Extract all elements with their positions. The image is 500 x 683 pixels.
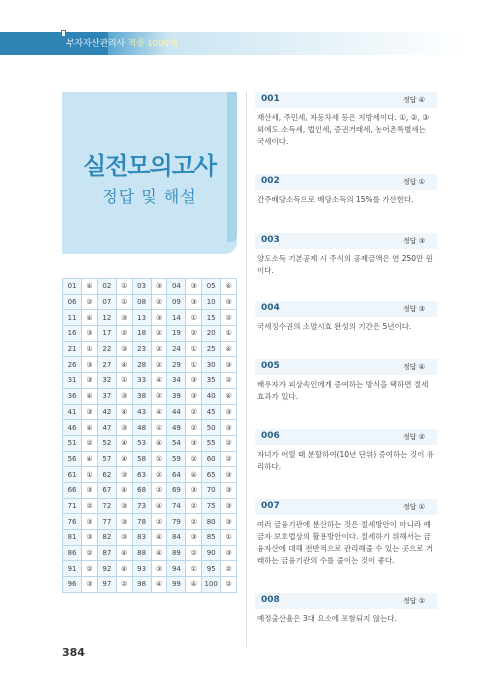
- answer-mark-cell: ③: [116, 341, 132, 357]
- answer-mark-cell: ④: [151, 498, 167, 514]
- answer-mark-cell: ②: [186, 404, 202, 420]
- question-header: [255, 92, 437, 108]
- answer-row: [63, 451, 237, 467]
- question-number-cell: 83: [132, 530, 151, 546]
- answer-row: [63, 577, 237, 593]
- question-number: 004: [261, 303, 280, 313]
- answer-mark-cell: ③: [221, 545, 237, 561]
- question-number: 008: [261, 595, 280, 605]
- answer-mark-cell: ③: [186, 530, 202, 546]
- question-block-005: [255, 359, 437, 403]
- answer-mark-cell: ③: [221, 498, 237, 514]
- question-header: [255, 499, 437, 515]
- answer-mark-cell: ②: [151, 388, 167, 404]
- answer-mark-cell: ②: [186, 514, 202, 530]
- answer-mark-cell: ①: [186, 561, 202, 577]
- question-number-cell: 52: [97, 435, 116, 451]
- question-number-cell: 89: [167, 545, 186, 561]
- question-number-cell: 60: [202, 451, 221, 467]
- question-number-cell: 96: [63, 577, 82, 593]
- answer-label: 정답 ②: [402, 433, 425, 441]
- answer-mark-cell: ④: [151, 545, 167, 561]
- answer-mark-cell: ④: [221, 388, 237, 404]
- header-subtitle: 적중 1000제: [127, 39, 178, 49]
- question-block-006: [255, 429, 437, 473]
- answer-mark-cell: ④: [151, 577, 167, 593]
- question-number: 001: [261, 94, 280, 104]
- answer-mark-cell: ④: [151, 530, 167, 546]
- answer-mark-cell: ④: [116, 561, 132, 577]
- answer-mark-cell: ④: [82, 310, 98, 326]
- answer-mark-cell: ①: [221, 326, 237, 342]
- answer-mark-cell: ②: [151, 341, 167, 357]
- question-number-cell: 95: [202, 561, 221, 577]
- question-number-cell: 37: [97, 388, 116, 404]
- answer-mark-cell: ④: [151, 373, 167, 389]
- answer-row: [63, 561, 237, 577]
- explanation-text: 양도소득 기본공제 시 주식의 공제금액은 연 250만 원이다.: [257, 254, 433, 275]
- answer-mark-cell: ③: [221, 294, 237, 310]
- answer-mark-cell: ③: [116, 420, 132, 436]
- answer-mark-cell: ③: [221, 467, 237, 483]
- answer-mark-cell: ③: [186, 373, 202, 389]
- answer-mark-cell: ②: [116, 577, 132, 593]
- answer-mark-cell: ③: [151, 310, 167, 326]
- section-title: 실전모의고사: [82, 152, 217, 180]
- answer-label: 정답 ②: [402, 597, 425, 605]
- question-number-cell: 57: [97, 451, 116, 467]
- question-number-cell: 90: [202, 545, 221, 561]
- explanation-text: 자녀가 어릴 때 분할하여(10년 단위) 증여하는 것이 유리하다.: [257, 450, 434, 471]
- answer-mark-cell: ②: [151, 482, 167, 498]
- answer-label: 정답 ④: [402, 363, 425, 371]
- page-number: 384: [62, 646, 85, 659]
- question-number-cell: 18: [132, 326, 151, 342]
- question-number-cell: 93: [132, 561, 151, 577]
- question-number-cell: 55: [202, 435, 221, 451]
- answer-row: [63, 404, 237, 420]
- answer-row: [63, 514, 237, 530]
- answer-row: [63, 482, 237, 498]
- question-number-cell: 01: [63, 279, 82, 295]
- question-number-cell: 73: [132, 498, 151, 514]
- question-header: [255, 174, 437, 190]
- answer-mark-cell: ④: [116, 357, 132, 373]
- question-number-cell: 41: [63, 404, 82, 420]
- question-number-cell: 33: [132, 373, 151, 389]
- answer-mark-cell: ①: [221, 530, 237, 546]
- question-number-cell: 70: [202, 482, 221, 498]
- question-number-cell: 69: [167, 482, 186, 498]
- question-number-cell: 84: [167, 530, 186, 546]
- question-number-cell: 99: [167, 577, 186, 593]
- question-block-004: [255, 301, 437, 333]
- answer-mark-cell: ③: [221, 357, 237, 373]
- answer-mark-cell: ③: [82, 404, 98, 420]
- question-number-cell: 87: [97, 545, 116, 561]
- question-number-cell: 65: [202, 467, 221, 483]
- answer-mark-cell: ③: [186, 435, 202, 451]
- question-number-cell: 23: [132, 341, 151, 357]
- answer-mark-cell: ③: [186, 294, 202, 310]
- answer-mark-cell: ①: [186, 310, 202, 326]
- answer-mark-cell: ④: [82, 420, 98, 436]
- question-number-cell: 05: [202, 279, 221, 295]
- answer-mark-cell: ③: [82, 514, 98, 530]
- question-number-cell: 11: [63, 310, 82, 326]
- answer-mark-cell: ③: [116, 467, 132, 483]
- question-number-cell: 61: [63, 467, 82, 483]
- question-number-cell: 92: [97, 561, 116, 577]
- question-number-cell: 62: [97, 467, 116, 483]
- explanation-text: 배우자가 피상속인에게 증여하는 방식을 택하면 절세효과가 있다.: [257, 380, 429, 401]
- question-number-cell: 53: [132, 435, 151, 451]
- question-number-cell: 45: [202, 404, 221, 420]
- question-number-cell: 36: [63, 388, 82, 404]
- question-number: 005: [261, 361, 280, 371]
- answer-mark-cell: ②: [116, 326, 132, 342]
- answer-mark-cell: ②: [151, 294, 167, 310]
- question-number-cell: 82: [97, 530, 116, 546]
- question-number-cell: 86: [63, 545, 82, 561]
- answer-mark-cell: ④: [186, 467, 202, 483]
- answer-mark-cell: ③: [221, 514, 237, 530]
- question-number-cell: 09: [167, 294, 186, 310]
- question-number-cell: 71: [63, 498, 82, 514]
- answer-mark-cell: ②: [186, 498, 202, 514]
- question-header: [255, 593, 437, 609]
- answer-label: 정답 ③: [402, 237, 425, 245]
- question-header: [255, 429, 437, 445]
- answer-mark-cell: ③: [116, 388, 132, 404]
- explanation-text: 여러 금융기관에 분산하는 것은 절세방안이 아니라 예금자 보호법상의 활용방안이다. 절세하기 위해서는 금융자산에 대해 전반적으로 관리해줄 수 있는 곳으로 거래하는 금융기관의 수를 줄이는 것이 좋다.: [257, 520, 434, 565]
- question-number-cell: 31: [63, 373, 82, 389]
- answer-mark-cell: ④: [221, 279, 237, 295]
- question-number-cell: 54: [167, 435, 186, 451]
- question-number-cell: 15: [202, 310, 221, 326]
- question-block-008: [255, 593, 437, 625]
- answer-row: [63, 388, 237, 404]
- answer-mark-cell: ①: [186, 357, 202, 373]
- question-number-cell: 30: [202, 357, 221, 373]
- answer-row: [63, 279, 237, 295]
- question-number-cell: 44: [167, 404, 186, 420]
- explanation-text: 간주배당소득으로 배당소득의 15%를 가산한다.: [257, 195, 414, 204]
- answer-row: [63, 467, 237, 483]
- answer-row: [63, 373, 237, 389]
- answer-mark-cell: ④: [116, 482, 132, 498]
- answer-mark-cell: ①: [82, 467, 98, 483]
- question-number-cell: 16: [63, 326, 82, 342]
- question-number-cell: 48: [132, 420, 151, 436]
- answer-mark-cell: ①: [116, 373, 132, 389]
- answer-row: [63, 435, 237, 451]
- answer-row: [63, 420, 237, 436]
- question-number-cell: 88: [132, 545, 151, 561]
- answer-mark-cell: ③: [186, 482, 202, 498]
- answer-mark-cell: ①: [151, 451, 167, 467]
- answer-row: [63, 530, 237, 546]
- answer-row: [63, 341, 237, 357]
- answer-mark-cell: ②: [82, 294, 98, 310]
- answer-row: [63, 545, 237, 561]
- answer-mark-cell: ③: [82, 530, 98, 546]
- question-number-cell: 22: [97, 341, 116, 357]
- answer-mark-cell: ①: [82, 341, 98, 357]
- question-number-cell: 85: [202, 530, 221, 546]
- question-number-cell: 38: [132, 388, 151, 404]
- question-number-cell: 79: [167, 514, 186, 530]
- answer-mark-cell: ③: [116, 530, 132, 546]
- question-number-cell: 97: [97, 577, 116, 593]
- question-number-cell: 08: [132, 294, 151, 310]
- question-number-cell: 02: [97, 279, 116, 295]
- answer-mark-cell: ②: [186, 451, 202, 467]
- question-number-cell: 91: [63, 561, 82, 577]
- question-number-cell: 04: [167, 279, 186, 295]
- answer-key-table: [62, 278, 237, 593]
- question-number: 003: [261, 235, 280, 245]
- question-number-cell: 24: [167, 341, 186, 357]
- answer-mark-cell: ③: [82, 482, 98, 498]
- answer-label: 정답 ④: [402, 96, 425, 104]
- answer-mark-cell: ②: [221, 577, 237, 593]
- answer-mark-cell: ①: [116, 279, 132, 295]
- question-number-cell: 67: [97, 482, 116, 498]
- question-block-002: [255, 174, 437, 206]
- answer-mark-cell: ③: [82, 373, 98, 389]
- answer-mark-cell: ③: [82, 357, 98, 373]
- question-block-001: [255, 92, 437, 148]
- answer-mark-cell: ④: [116, 435, 132, 451]
- question-number-cell: 29: [167, 357, 186, 373]
- explanation-text: 재산세, 주민세, 자동차세 등은 지방세이다. ①, ②, ③ 외에도 소득세, 법인세, 증권거래세, 농어촌특별세는 국세이다.: [257, 113, 429, 146]
- question-number-cell: 76: [63, 514, 82, 530]
- header-title: 부자자산관리사: [66, 39, 125, 49]
- answer-mark-cell: ②: [221, 435, 237, 451]
- question-number-cell: 17: [97, 326, 116, 342]
- question-number-cell: 81: [63, 530, 82, 546]
- answer-mark-cell: ④: [116, 545, 132, 561]
- answer-mark-cell: ②: [82, 561, 98, 577]
- answer-mark-cell: ③: [151, 561, 167, 577]
- answer-mark-cell: ③: [221, 404, 237, 420]
- section-title-box: [62, 92, 237, 254]
- question-number-cell: 20: [202, 326, 221, 342]
- answer-mark-cell: ②: [221, 451, 237, 467]
- answer-row: [63, 294, 237, 310]
- answer-mark-cell: ①: [151, 420, 167, 436]
- answer-mark-cell: ③: [116, 310, 132, 326]
- question-number-cell: 13: [132, 310, 151, 326]
- answer-mark-cell: ②: [151, 514, 167, 530]
- question-number-cell: 19: [167, 326, 186, 342]
- running-header: [66, 36, 177, 49]
- question-number-cell: 35: [202, 373, 221, 389]
- answer-mark-cell: ②: [221, 373, 237, 389]
- answer-mark-cell: ③: [221, 420, 237, 436]
- answer-label: 정답 ①: [402, 178, 425, 186]
- question-number-cell: 72: [97, 498, 116, 514]
- section-subtitle: 정답 및 해설: [102, 187, 197, 206]
- question-number-cell: 47: [97, 420, 116, 436]
- answer-mark-cell: ③: [221, 482, 237, 498]
- answer-mark-cell: ③: [82, 577, 98, 593]
- answer-row: [63, 498, 237, 514]
- question-number-cell: 75: [202, 498, 221, 514]
- question-number-cell: 21: [63, 341, 82, 357]
- question-number-cell: 26: [63, 357, 82, 373]
- explanation-text: 예정출산율은 3대 요소에 포함되지 않는다.: [257, 614, 397, 623]
- answer-mark-cell: ②: [151, 357, 167, 373]
- question-number-cell: 94: [167, 561, 186, 577]
- answer-mark-cell: ①: [116, 294, 132, 310]
- answer-mark-cell: ②: [186, 420, 202, 436]
- answer-mark-cell: ②: [221, 561, 237, 577]
- question-number-cell: 56: [63, 451, 82, 467]
- question-number-cell: 43: [132, 404, 151, 420]
- answer-mark-cell: ②: [82, 545, 98, 561]
- question-number-cell: 06: [63, 294, 82, 310]
- question-number-cell: 28: [132, 357, 151, 373]
- question-number-cell: 49: [167, 420, 186, 436]
- question-number-cell: 39: [167, 388, 186, 404]
- question-number-cell: 12: [97, 310, 116, 326]
- question-number: 002: [261, 176, 280, 186]
- question-block-007: [255, 499, 437, 567]
- answer-mark-cell: ④: [151, 435, 167, 451]
- question-number-cell: 100: [202, 577, 221, 593]
- answer-mark-cell: ④: [186, 577, 202, 593]
- answer-mark-cell: ④: [221, 341, 237, 357]
- answer-row: [63, 326, 237, 342]
- question-number-cell: 32: [97, 373, 116, 389]
- answer-mark-cell: ④: [116, 451, 132, 467]
- answer-mark-cell: ②: [151, 467, 167, 483]
- answer-mark-cell: ③: [151, 279, 167, 295]
- answer-mark-cell: ③: [186, 388, 202, 404]
- question-number-cell: 46: [63, 420, 82, 436]
- answer-mark-cell: ②: [82, 498, 98, 514]
- question-number-cell: 42: [97, 404, 116, 420]
- question-number-cell: 64: [167, 467, 186, 483]
- answer-mark-cell: ②: [221, 310, 237, 326]
- question-number-cell: 27: [97, 357, 116, 373]
- question-block-003: [255, 233, 437, 277]
- question-number-cell: 03: [132, 279, 151, 295]
- answer-mark-cell: ②: [151, 326, 167, 342]
- question-number-cell: 77: [97, 514, 116, 530]
- question-number: 007: [261, 501, 280, 511]
- question-number-cell: 07: [97, 294, 116, 310]
- question-number-cell: 51: [63, 435, 82, 451]
- answer-label: 정답 ③: [402, 305, 425, 313]
- question-number-cell: 78: [132, 514, 151, 530]
- answer-label: 정답 ①: [402, 503, 425, 511]
- question-number-cell: 98: [132, 577, 151, 593]
- question-number-cell: 58: [132, 451, 151, 467]
- question-number-cell: 68: [132, 482, 151, 498]
- question-number-cell: 25: [202, 341, 221, 357]
- answer-row: [63, 310, 237, 326]
- answer-mark-cell: ④: [151, 404, 167, 420]
- question-header: [255, 301, 437, 317]
- answer-mark-cell: ③: [186, 279, 202, 295]
- answer-mark-cell: ③: [82, 326, 98, 342]
- question-number-cell: 14: [167, 310, 186, 326]
- answer-mark-cell: ①: [186, 341, 202, 357]
- question-number-cell: 59: [167, 451, 186, 467]
- question-number-cell: 74: [167, 498, 186, 514]
- question-number-cell: 40: [202, 388, 221, 404]
- answer-mark-cell: ③: [116, 514, 132, 530]
- answer-mark-cell: ②: [186, 545, 202, 561]
- answer-mark-cell: ④: [82, 279, 98, 295]
- question-number-cell: 50: [202, 420, 221, 436]
- answer-mark-cell: ③: [116, 498, 132, 514]
- question-number-cell: 34: [167, 373, 186, 389]
- answer-mark-cell: ④: [82, 388, 98, 404]
- explanation-text: 국세징수권의 소멸시효 완성의 기간은 5년이다.: [257, 322, 412, 331]
- answer-row: [63, 357, 237, 373]
- question-number-cell: 80: [202, 514, 221, 530]
- question-number-cell: 63: [132, 467, 151, 483]
- answer-mark-cell: ②: [186, 326, 202, 342]
- column-divider: [246, 92, 247, 647]
- answer-mark-cell: ②: [82, 435, 98, 451]
- question-number: 006: [261, 431, 280, 441]
- answer-mark-cell: ④: [82, 451, 98, 467]
- question-number-cell: 10: [202, 294, 221, 310]
- question-header: [255, 233, 437, 249]
- answer-mark-cell: ④: [116, 404, 132, 420]
- question-number-cell: 66: [63, 482, 82, 498]
- question-header: [255, 359, 437, 375]
